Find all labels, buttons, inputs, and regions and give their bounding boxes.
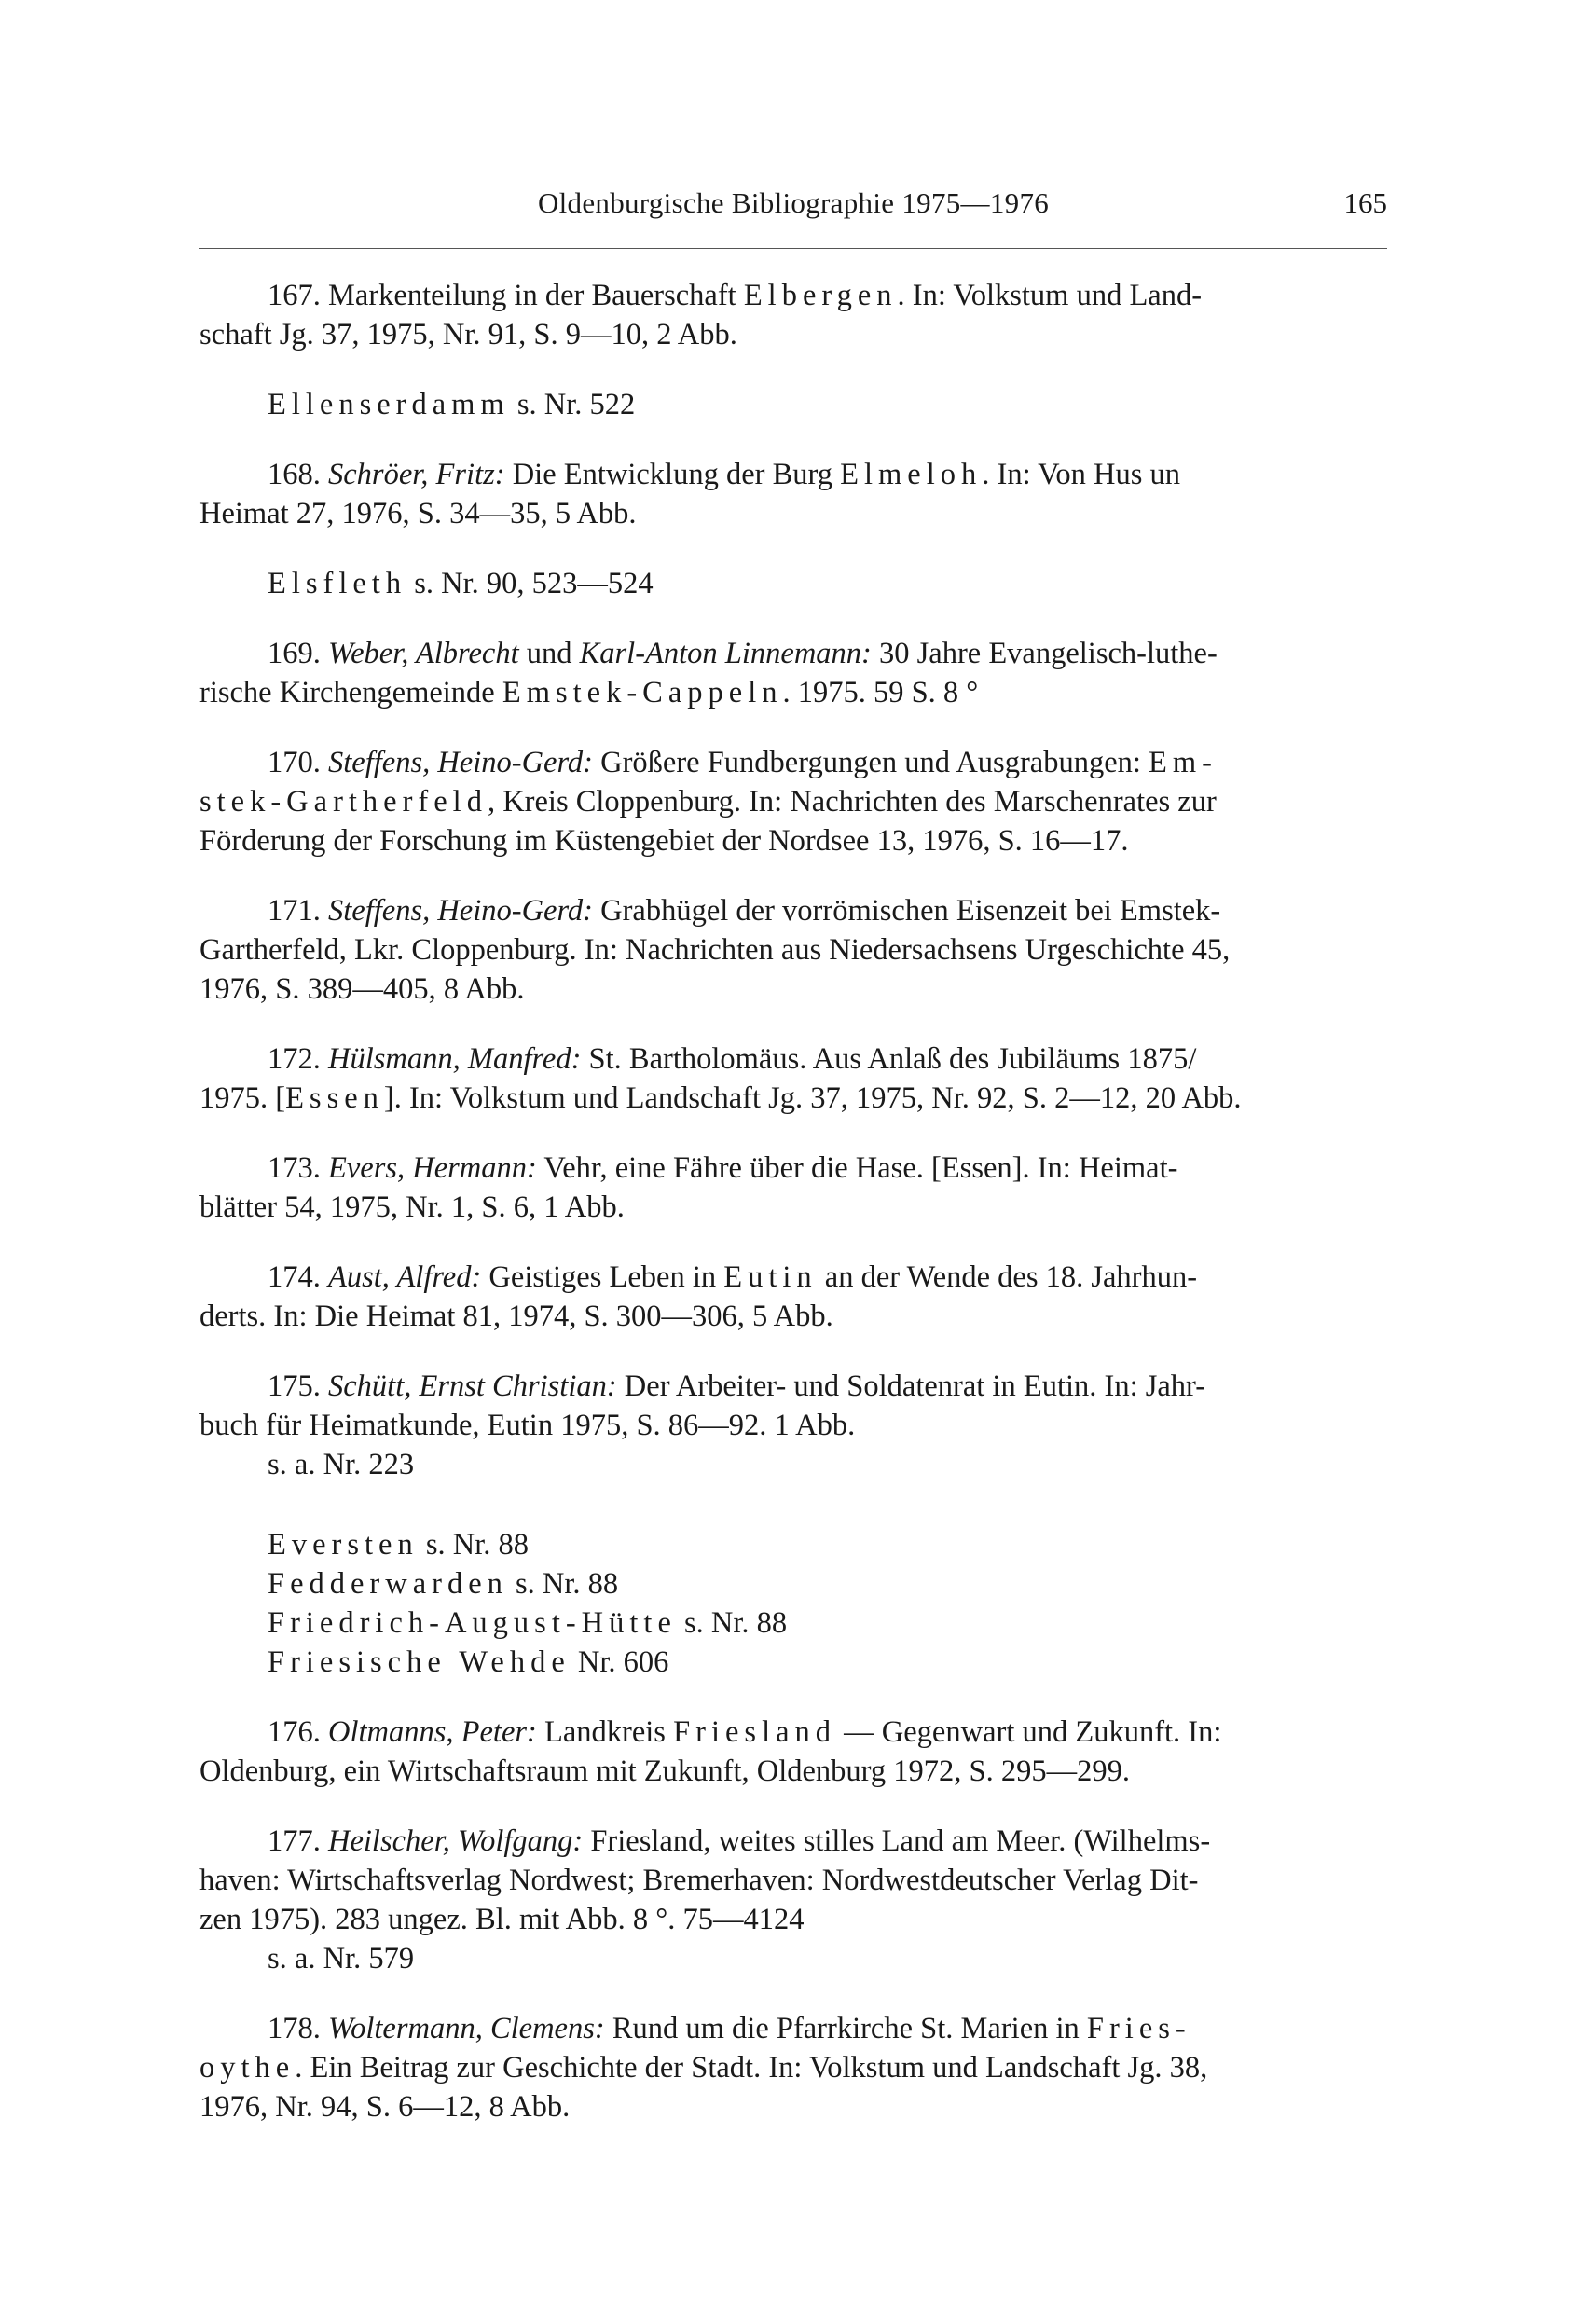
author: Heilscher, Wolfgang: <box>328 1824 584 1858</box>
author: Woltermann, Clemens: <box>328 2012 605 2045</box>
entry-176: 176. Oltmanns, Peter: Landkreis Friesland — Gegenwart und Zukunft. In: Oldenburg, ein Wirtschaftsraum mit Zukunft, Oldenburg 1972, S. 295—299. <box>200 1715 1222 1788</box>
author: Schütt, Ernst Christian: <box>328 1369 617 1403</box>
place-reference-ellenserdamm: Ellenserdamm s. Nr. 522 <box>268 388 636 421</box>
place-reference-item: Fedderwarden s. Nr. 88 <box>268 1567 619 1601</box>
author: Karl-Anton Linnemann: <box>579 637 872 670</box>
author: Oltmanns, Peter: <box>328 1715 537 1749</box>
author: Aust, Alfred: <box>328 1260 482 1294</box>
header-rule <box>200 248 1387 249</box>
see-also: s. a. Nr. 223 <box>268 1448 415 1481</box>
entry-178: 178. Woltermann, Clemens: Rund um die Pfarrkirche St. Marien in Fries- oythe. Ein Beitrag zur Geschichte der Stadt. In: Volkstum und Landschaft Jg. 38, 1976, Nr. 94, S. 6—12, 8 Abb. <box>200 2012 1208 2124</box>
bibliography-list <box>200 276 1387 2157</box>
entry-169: 169. Weber, Albrecht und Karl-Anton Linnemann: 30 Jahre Evangelisch-luthe- rische Kirchengemeinde Emstek-Cappeln. 1975. 59 S. 8 ° <box>200 637 1218 709</box>
author: Weber, Albrecht <box>328 637 519 670</box>
entry-172: 172. Hülsmann, Manfred: St. Bartholomäus. Aus Anlaß des Jubiläums 1875/ 1975. [Essen]. In: Volkstum und Landschaft Jg. 37, 1975, Nr. 92, S. 2—12, 20 Abb. <box>200 1042 1242 1115</box>
entry-170: 170. Steffens, Heino-Gerd: Größere Fundbergungen und Ausgrabungen: Em- stek-Gartherfeld, Kreis Cloppenburg. In: Nachrichten des Marschenrates zur Förderung der Forschung im Küstengebiet der Nordsee 13, 1976, S. 16—17. <box>200 746 1218 858</box>
entry-174: 174. Aust, Alfred: Geistiges Leben in Eutin an der Wende des 18. Jahrhun- derts. In: Die Heimat 81, 1974, S. 300—306, 5 Abb. <box>200 1260 1198 1333</box>
author: Evers, Hermann: <box>328 1151 537 1185</box>
place-reference-item: Friesische Wehde Nr. 606 <box>268 1645 669 1679</box>
author: Steffens, Heino-Gerd: <box>328 894 593 928</box>
place-reference-item: Eversten s. Nr. 88 <box>268 1528 529 1562</box>
entry-173: 173. Evers, Hermann: Vehr, eine Fähre über die Hase. [Essen]. In: Heimat- blätter 54, 1975, Nr. 1, S. 6, 1 Abb. <box>200 1151 1178 1224</box>
entry-177: 177. Heilscher, Wolfgang: Friesland, weites stilles Land am Meer. (Wilhelms- haven: Wirtschaftsverlag Nordwest; Bremerhaven: Nordwestdeutscher Verlag Dit- zen 1975). 283 ungez. Bl. mit Abb. 8 °. 75—4124 s. a. Nr. 579 <box>200 1822 1387 1978</box>
entry-168: 168. Schröer, Fritz: Die Entwicklung der Burg Elmeloh. In: Von Hus un Heimat 27, 1976, S. 34—35, 5 Abb. <box>200 458 1181 530</box>
see-also: s. a. Nr. 579 <box>268 1942 415 1975</box>
author: Hülsmann, Manfred: <box>328 1042 582 1076</box>
running-title: Oldenburgische Bibliographie 1975—1976 <box>537 186 1050 219</box>
running-header <box>200 186 1387 231</box>
place-reference-item: Friedrich-August-Hütte s. Nr. 88 <box>268 1606 788 1640</box>
entry-175: 175. Schütt, Ernst Christian: Der Arbeiter- und Soldatenrat in Eutin. In: Jahr- buch für Heimatkunde, Eutin 1975, S. 86—92. 1 Abb. s. a. Nr. 223 <box>200 1367 1387 1484</box>
entry-171: 171. Steffens, Heino-Gerd: Grabhügel der vorrömischen Eisenzeit bei Emstek- Gartherfeld, Lkr. Cloppenburg. In: Nachrichten aus Niedersachsens Urgeschichte 45, 1976, S. 389—405, 8 Abb. <box>200 894 1231 1006</box>
place-reference-group <box>200 1525 1387 1682</box>
page-number: 165 <box>1343 186 1387 219</box>
entry-167: 167. Markenteilung in der Bauerschaft Elbergen. In: Volkstum und Land- schaft Jg. 37, 1975, Nr. 91, S. 9—10, 2 Abb. <box>200 279 1203 351</box>
place-reference-elsfleth: Elsfleth s. Nr. 90, 523—524 <box>268 567 654 600</box>
author: Steffens, Heino-Gerd: <box>328 746 593 779</box>
author: Schröer, Fritz: <box>328 458 505 491</box>
